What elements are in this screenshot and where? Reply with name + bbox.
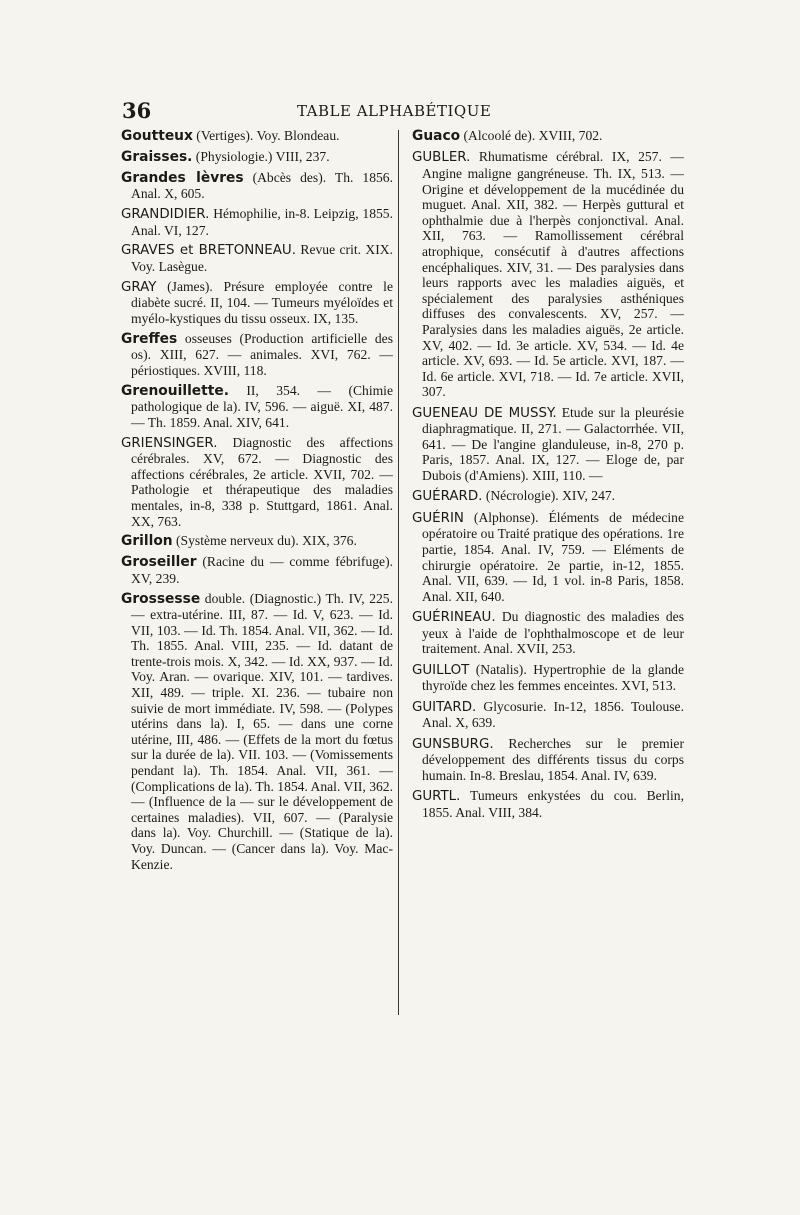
entry-text: (Nécrologie). XIV, 247. [482,488,616,504]
index-entry [412,488,684,505]
index-entry [121,383,393,431]
entry-text: (Abcès des). Th. 1856. Anal. X, 605. [131,169,393,202]
right-column [412,128,684,825]
index-entry [121,331,393,379]
entry-text: (Vertiges). Voy. Blondeau. [192,128,340,143]
entry-headword: GRANDIDIER. [121,206,210,222]
entry-headword: GUITARD. [412,699,477,715]
index-entry [121,591,393,873]
index-entry [412,736,684,784]
index-entry [412,662,684,694]
index-entry [412,510,684,605]
entry-headword: Groseiller [121,554,197,571]
index-entry [412,788,684,820]
entry-headword: GRIENSINGER. [121,435,218,451]
entry-text: Etude sur la pleurésie diaphragmatique. II, 271. — Galactorrhée. VII, 641. — De l'angine glanduleuse, in-8, 270 p. Paris, 1857. Anal. IX, 127. — Eloge de, par Dubois (d'Amiens). XIII, 110. — [422,404,685,484]
entry-headword: GUÉRINEAU. [412,610,496,626]
entry-text: Rhumatisme cérébral. IX, 257. — Angine maligne gangréneuse. Th. IX, 513. — Origine et développement de la mucédinée du muguet. Anal. XII, 382. — Herpès guttural et ophthalmie due à l'herpès conjonctival. Anal. XII, 763. — Ramollissement cérébral atrophique, consécutif à d'autres affections encéphaliques. XIV, 31. — Des paralysies dans leurs rapports avec les maladies aiguës, et spécialement des paralysies asthéniques diffuses des convalescents. XV, 257. — Paralysies dans les maladies aiguës, 2e article. XV, 402. — Id. 3e article. XV, 534. — Id. 4e article. XV, 693. — Id. 5e article. XVI, 187. — Id. 6e article. XVI, 718. — Id. 7e article. XVII, 307. [422,149,684,400]
entry-headword: GUÉRARD. [412,489,483,505]
entry-headword: GRAVES et BRETONNEAU. [121,243,296,259]
entry-text: Glycosurie. In-12, 1856. Toulouse. Anal. X, 639. [422,698,684,731]
entry-text: (Alphonse). Éléments de médecine opératoire ou Traité pratique des opérations. 1re partie, 1854. Anal. IV, 759. — Eléments de chirurgie opératoire. 2e partie, in-12, 1855. Anal. VII, 639. — Id, 1 vol. in-8 Paris, 1858. Anal. XII, 640. [422,509,684,604]
entry-headword: GRAY [121,279,157,295]
entry-text: double. (Diagnostic.) Th. IV, 225. — extra-utérine. III, 87. — Id. V, 623. — Id. VII, 103. — Id. Th. 1854. Anal. VII, 362. — Id. Th. 1855. Anal. VIII, 235. — Id. datant de trente-trois mois. X, 342. — Id. XX, 937. — Id. Voy. Aran. — ovarique. XIV, 101. — tardives. XII, 489. — triple. XI. 236. — tubaire non suivie de mort immédiate. IV, 598. — (Polypes utérins dans la). I, 65. — dans une corne utérine, III, 486. — (Effets de la mort du fœtus sur la durée de la). VII. 103. — (Vomissements pendant la). Th. 1854. Anal. VII, 361. — (Complications de la). Th. 1854. Anal. VII, 362. — (Influence de la — sur le développement de certaines maladies). VII, 607. — (Paralysie dans la). Voy. Churchill. — (Statique de la). Voy. Duncan. — (Cancer dans la). Voy. Mac-Kenzie. [131,590,393,872]
entry-headword: GUILLOT [412,662,470,678]
entry-headword: GUÉRIN [412,510,464,526]
index-entry [121,554,393,586]
index-entry [412,609,684,657]
left-column [121,128,393,876]
entry-headword: Grandes lèvres [121,169,244,186]
index-entry [121,149,393,166]
index-entry [412,405,684,484]
entry-headword: Guaco [412,128,461,144]
index-entry [412,149,684,400]
index-entry [412,128,684,145]
entry-text: Du diagnostic des maladies des yeux à l'aide de l'ophthalmoscope et de leur traitement. Anal. XVII, 253. [422,609,684,657]
entry-text: (James). Présure employée contre le diabète sucré. II, 104. — Tumeurs myéloïdes et myélo-kystiques du tissu osseux. IX, 135. [131,278,393,326]
index-entry [121,206,393,238]
entry-headword: Grenouillette. [121,382,229,399]
entry-headword: GUNSBURG. [412,736,494,752]
entry-headword: GUBLER. [412,150,471,166]
entry-text: (Natalis). Hypertrophie de la glande thyroïde chez les femmes enceintes. XVI, 513. [422,661,684,694]
entry-text: Tumeurs enkystées du cou. Berlin, 1855. Anal. VIII, 384. [422,788,684,820]
entry-headword: GURTL. [412,789,461,805]
entry-text: (Physiologie.) VIII, 237. [192,148,330,164]
entry-text: (Racine du — comme fébrifuge). XV, 239. [131,554,393,586]
entry-text: Revue crit. XIX. Voy. Lasègue. [131,242,393,274]
index-entry [121,435,393,530]
column-divider [398,130,399,1015]
page-number: 36 [122,98,152,123]
entry-text: Diagnostic des affections cérébrales. XV, 672. — Diagnostic des affections cérébrales, 2e article. XVII, 702. — Pathologie et thérapeutique des maladies mentales, in-8, 338 p. Stuttgard, 1861. Anal. XX, 763. [131,434,393,529]
index-entry [121,170,393,202]
entry-text: II, 354. — (Chimie pathologique de la). IV, 596. — aiguë. XI, 487. — Th. 1859. Anal. XIV, 641. [131,382,393,430]
page-header [122,98,682,128]
index-entry [121,533,393,550]
entry-headword: Graisses. [121,148,193,165]
index-entry [121,279,393,327]
entry-headword: Greffes [121,330,178,347]
index-entry [121,242,393,274]
entry-text: Recherches sur le premier développement des différents tissus du corps humain. In-8. Breslau, 1854. Anal. IV, 639. [422,735,684,783]
entry-text: osseuses (Production artificielle des os). XIII, 627. — animales. XVI, 762. — périostiques. XVIII, 118. [131,330,393,378]
index-entry [121,128,393,145]
entry-headword: Grillon [121,533,173,550]
entry-headword: Goutteux [121,128,193,144]
entry-text: Hémophilie, in-8. Leipzig, 1855. Anal. VI, 127. [131,205,393,238]
index-entry [412,699,684,731]
entry-text: (Alcoolé de). XVIII, 702. [460,128,603,143]
entry-headword: GUENEAU DE MUSSY. [412,405,557,421]
entry-text: (Système nerveux du). XIX, 376. [172,533,357,549]
running-title: TABLE ALPHABÉTIQUE [297,102,492,120]
entry-headword: Grossesse [121,590,201,607]
